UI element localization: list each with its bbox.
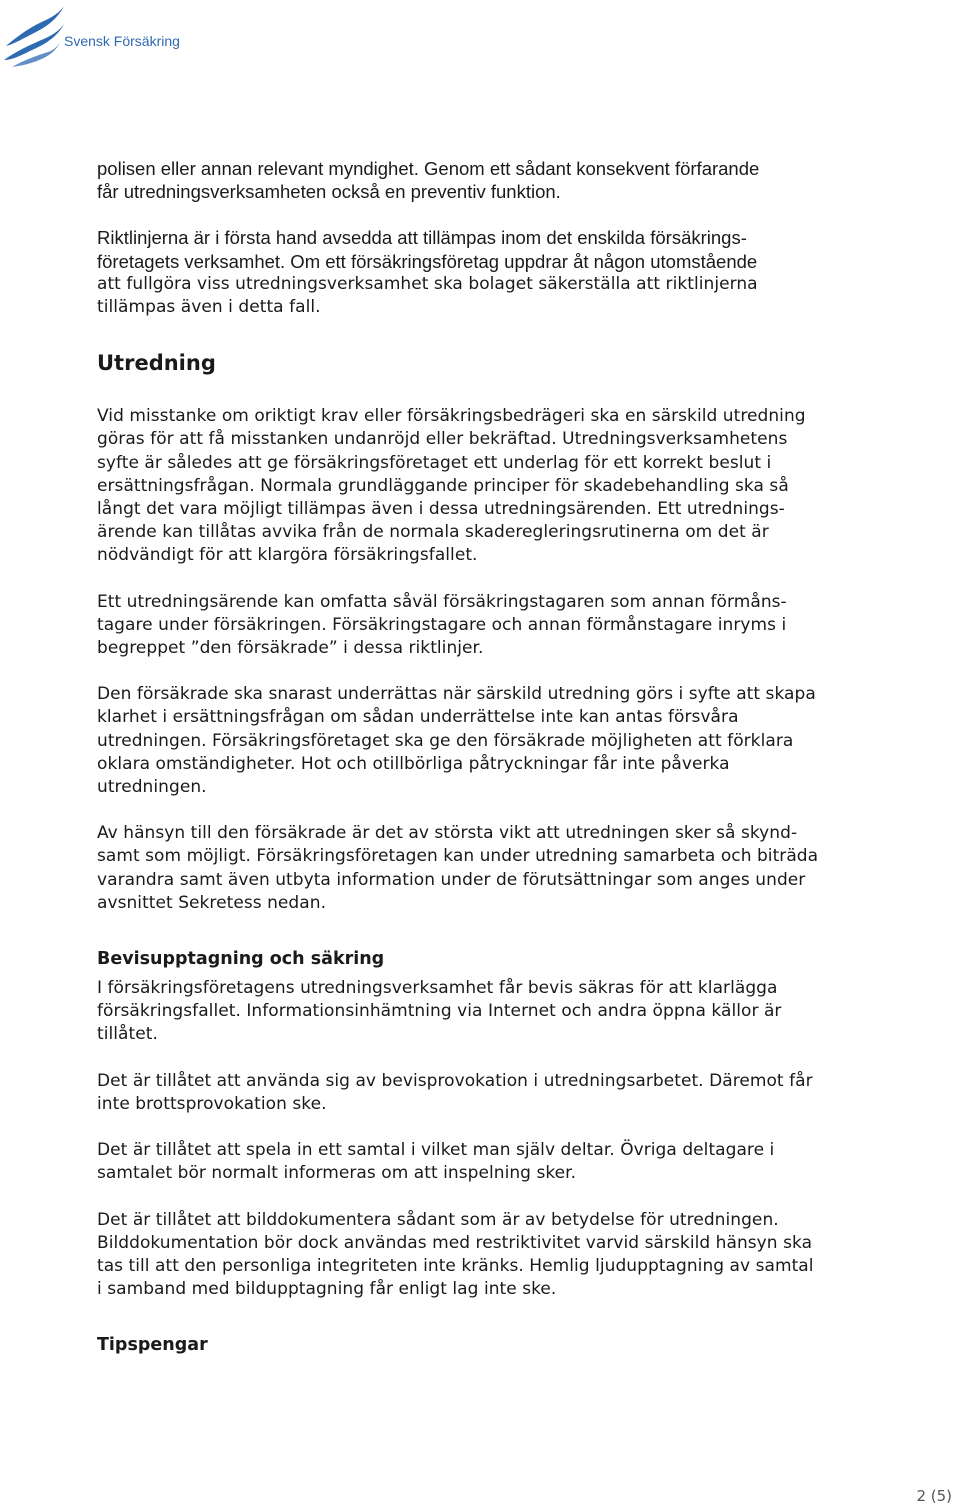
document-body: [97, 157, 917, 1355]
paragraph-investigation: Vid misstanke om oriktigt krav eller försäkringsbedrägeri ska en särskild utredning göras för att få misstanken undanröjd eller bekräftad. Utredningsverksamhetens syfte är således att ge försäkringsföretaget ett underlag för ett korrekt beslut i ersättningsfrågan. Normala grundläggande principer för skadebehandling ska så långt det vara möjligt tillämpas även i dessa utredningsärenden. Ett utrednings- ärende kan tillåtas avvika från de normala skaderegleringsrutinerna om det är nödvändigt för att klargöra försäkringsfallet.: [97, 406, 806, 566]
paragraph-notification: Den försäkrade ska snarast underrättas när särskild utredning görs i syfte att skapa klarhet i ersättningsfrågan om sådan underrättelse inte kan antas försvåra utredningen. Försäkringsföretaget ska ge den försäkrade möjligheten att förklara oklara omständigheter. Hot och otillbörliga påtryckningar får inte påverka utredningen.: [97, 684, 816, 798]
paragraph-intro: polisen eller annan relevant myndighet. Genom ett sådant konsekvent förfarande får utredningsverksamheten också en preventiv funktion.: [97, 158, 760, 203]
logo-swirl-icon: [2, 4, 68, 68]
heading-tips: Tipspengar: [97, 1335, 208, 1356]
paragraph-provocation: Det är tillåtet att använda sig av bevisprovokation i utredningsarbetet. Däremot får inte brottsprovokation ske.: [97, 1070, 813, 1114]
paragraph-evidence-securing: I försäkringsföretagens utredningsverksamhet får bevis säkras för att klarlägga försäkringsfallet. Informationsinhämtning via Internet och andra öppna källor är tillåtet.: [97, 978, 782, 1045]
page-number: 2 (5): [916, 1487, 952, 1505]
paragraph-speed: Av hänsyn till den försäkrade är det av största vikt att utredningen sker så skynd- samt som möjligt. Försäkringsföretagen kan under utredning samarbeta och biträda varandra samt även utbyta information under de förutsättningar som anges under avsnittet Sekretess nedan.: [97, 823, 819, 913]
paragraph-scope: Ett utredningsärende kan omfatta såväl försäkringstagaren som annan förmåns- tagare under försäkringen. Försäkringstagare och annan förmånstagare inryms i begreppet ”den försäkrade” i dessa riktlinjer.: [97, 591, 787, 659]
paragraph-photo-documentation: Det är tillåtet att bilddokumentera sådant som är av betydelse för utredningen. Bilddokumentation bör dock användas med restriktivitet varvid särskild hänsyn ska tas till att den personliga integriteten inte kränks. Hemlig ljudupptagning av samtal i samband med bildupptagning får enligt lag inte ske.: [97, 1209, 814, 1300]
paragraph-recording: Det är tillåtet att spela in ett samtal i vilket man själv deltar. Övriga deltagare i samtalet bör normalt informeras om att inspelning sker.: [97, 1140, 775, 1184]
company-logo: [2, 4, 202, 68]
logo-text: Svensk Försäkring: [64, 33, 180, 49]
paragraph-guidelines: Riktlinjerna är i första hand avsedda att tillämpas inom det enskilda försäkrings- företagets verksamhet. Om ett försäkringsföretag uppdrar åt någon utomstående: [97, 227, 758, 272]
paragraph-guidelines-cont: att fullgöra viss utredningsverksamhet ska bolaget säkerställa att riktlinjerna tillämpas även i detta fall.: [97, 273, 758, 318]
heading-evidence: Bevisupptagning och säkring: [97, 949, 385, 970]
heading-utredning: Utredning: [97, 351, 216, 376]
